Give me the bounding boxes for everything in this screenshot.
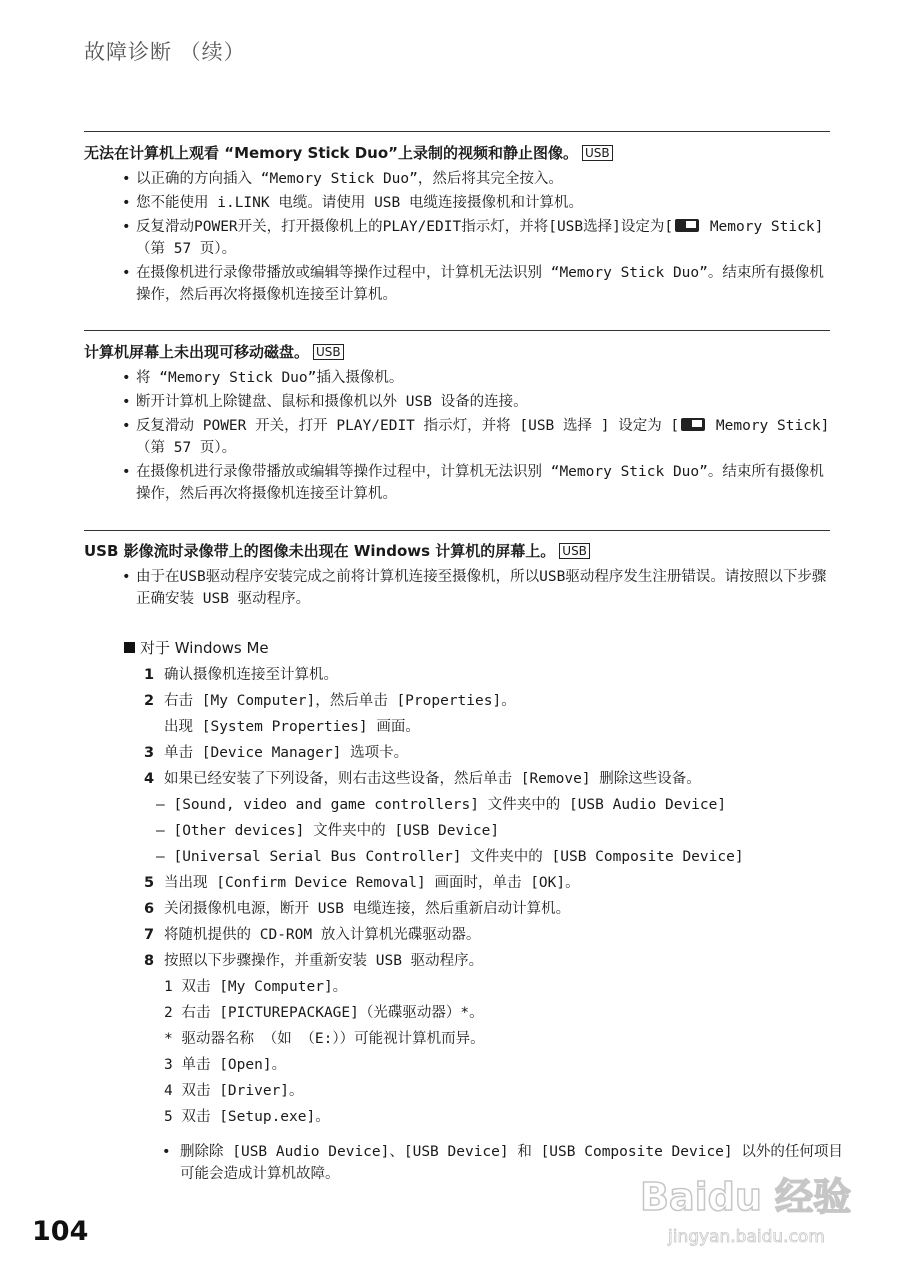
section-cannot-view-memory-stick bbox=[84, 142, 830, 308]
step: 1 确认摄像机连接至计算机。 bbox=[144, 667, 338, 683]
usb-tag: USB bbox=[582, 145, 613, 161]
step: 3 单击 [Device Manager] 选项卡。 bbox=[144, 745, 409, 761]
bullet-list bbox=[84, 367, 830, 505]
dash-item: – [Other devices] 文件夹中的 [USB Device] bbox=[156, 823, 500, 839]
list-item: • 您不能使用 i.LINK 电缆。请使用 USB 电缆连接摄像机和计算机。 bbox=[84, 192, 830, 214]
sub-step: 1 双击 [My Computer]。 bbox=[164, 979, 348, 995]
step-note: 出现 [System Properties] 画面。 bbox=[164, 719, 420, 735]
page-number: 104 bbox=[32, 1216, 89, 1247]
sub-step: * 驱动器名称 （如 （E:））可能视计算机而异。 bbox=[164, 1031, 485, 1047]
usb-tag: USB bbox=[559, 543, 590, 559]
list-item: • 在摄像机进行录像带播放或编辑等操作过程中，计算机无法识别 “Memory Stick Duo”。结束所有摄像机操作，然后再次将摄像机连接至计算机。 bbox=[84, 262, 830, 306]
watermark-brand: Baidu 经验 bbox=[640, 1175, 852, 1219]
list-item: • 由于在USB驱动程序安装完成之前将计算机连接至摄像机，所以USB驱动程序发生注册错误。请按照以下步骤正确安装 USB 驱动程序。 bbox=[84, 566, 830, 610]
subheading-windows-me: 对于 Windows Me bbox=[124, 638, 269, 658]
step: 8 按照以下步骤操作，并重新安装 USB 驱动程序。 bbox=[144, 953, 484, 969]
divider bbox=[84, 131, 830, 132]
section-title: USB 影像流时录像带上的图像未出现在 Windows 计算机的屏幕上。 USB bbox=[84, 540, 830, 562]
dash-item: – [Sound, video and game controllers] 文件夹中的 [USB Audio Device] bbox=[156, 797, 727, 813]
step: 2 右击 [My Computer]，然后单击 [Properties]。 bbox=[144, 693, 516, 709]
step: 6 关闭摄像机电源，断开 USB 电缆连接，然后重新启动计算机。 bbox=[144, 901, 571, 917]
usb-tag: USB bbox=[313, 344, 344, 360]
camera-memory-icon bbox=[675, 219, 699, 232]
step: 4 如果已经安装了下列设备，则右击这些设备，然后单击 [Remove] 删除这些设备。 bbox=[144, 771, 701, 787]
section-usb-streaming bbox=[84, 540, 830, 612]
watermark-url: jingyan.baidu.com bbox=[668, 1227, 825, 1247]
list-item: • 以正确的方向插入 “Memory Stick Duo”，然后将其完全按入。 bbox=[84, 168, 830, 190]
list-item: • 反复滑动POWER开关，打开摄像机上的PLAY/EDIT指示灯，并将[USB选择]设定为[ Memory Stick]（第 57 页）。 bbox=[84, 216, 830, 260]
square-bullet-icon bbox=[124, 642, 135, 653]
bullet-list bbox=[84, 566, 830, 610]
baidu-jingyan-watermark bbox=[636, 1162, 856, 1252]
dash-item: – [Universal Serial Bus Controller] 文件夹中的 [USB Composite Device] bbox=[156, 849, 744, 865]
list-item: • 将 “Memory Stick Duo”插入摄像机。 bbox=[84, 367, 830, 389]
bullet-list bbox=[84, 168, 830, 306]
sub-step: 5 双击 [Setup.exe]。 bbox=[164, 1109, 330, 1125]
step: 5 当出现 [Confirm Device Removal] 画面时，单击 [OK]。 bbox=[144, 875, 580, 891]
list-item: • 反复滑动 POWER 开关，打开 PLAY/EDIT 指示灯，并将 [USB 选择 ] 设定为 [ Memory Stick]（第 57 页）。 bbox=[84, 415, 830, 459]
step: 7 将随机提供的 CD-ROM 放入计算机光碟驱动器。 bbox=[144, 927, 481, 943]
divider bbox=[84, 530, 830, 531]
list-item: • 断开计算机上除键盘、鼠标和摄像机以外 USB 设备的连接。 bbox=[84, 391, 830, 413]
section-title: 无法在计算机上观看 “Memory Stick Duo”上录制的视频和静止图像。 USB bbox=[84, 142, 830, 164]
steps-list bbox=[144, 662, 834, 1130]
camera-memory-icon bbox=[681, 418, 705, 431]
page-header: 故障诊断 （续） bbox=[84, 40, 246, 64]
sub-step: 4 双击 [Driver]。 bbox=[164, 1083, 304, 1099]
warning-bullet: • 删除除 [USB Audio Device]、[USB Device] 和 [USB Composite Device] 以外的任何项目可能会造成计算机故障。 bbox=[160, 1141, 852, 1185]
sub-step: 3 单击 [Open]。 bbox=[164, 1057, 287, 1073]
section-no-removable-disk bbox=[84, 341, 830, 507]
list-item: • 在摄像机进行录像带播放或编辑等操作过程中，计算机无法识别 “Memory Stick Duo”。结束所有摄像机操作，然后再次将摄像机连接至计算机。 bbox=[84, 461, 830, 505]
section-title: 计算机屏幕上未出现可移动磁盘。 USB bbox=[84, 341, 830, 363]
sub-step: 2 右击 [PICTUREPACKAGE]（光碟驱动器）*。 bbox=[164, 1005, 484, 1021]
divider bbox=[84, 330, 830, 331]
